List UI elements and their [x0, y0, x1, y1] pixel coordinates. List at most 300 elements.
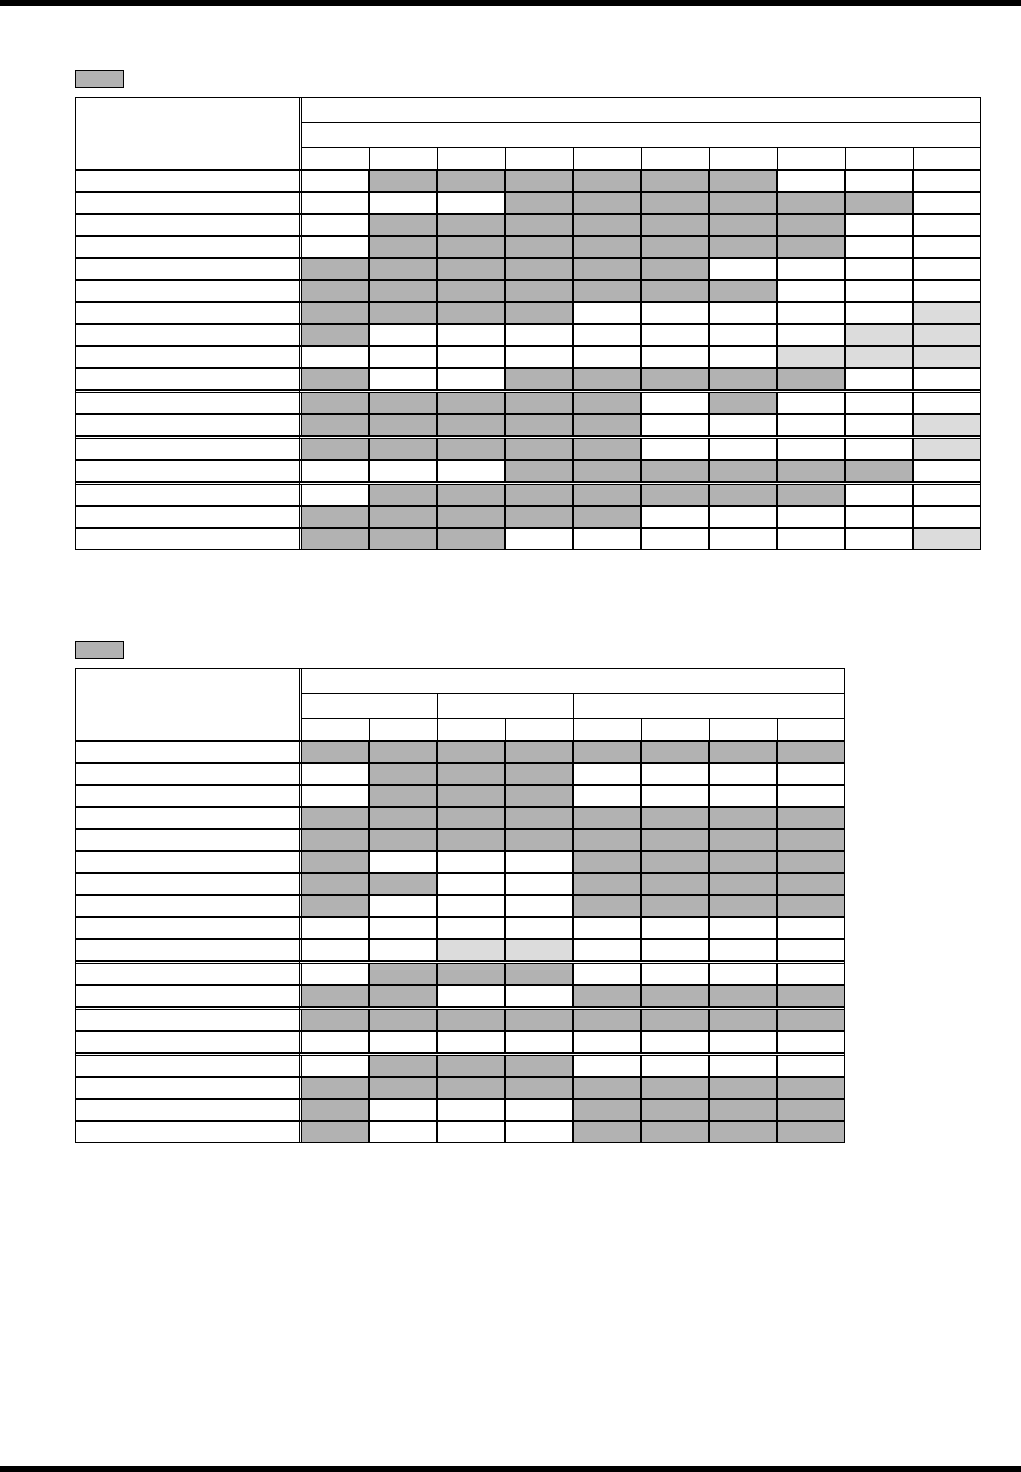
- table-cell: [506, 1100, 573, 1121]
- table-cell: [302, 369, 369, 390]
- table-cell: [302, 1010, 369, 1031]
- table-cell: [302, 461, 369, 482]
- row-label-cell: [76, 439, 302, 460]
- table-cell: [302, 325, 369, 346]
- table-cell: [642, 237, 709, 258]
- table-cell: [778, 529, 845, 550]
- row-label-cell: [76, 507, 302, 528]
- table-cell: [438, 786, 505, 807]
- table-cell: [506, 171, 573, 192]
- table-cell: [846, 237, 913, 258]
- table-cell: [370, 485, 437, 506]
- table-cell: [506, 786, 573, 807]
- table-cell: [302, 1122, 369, 1143]
- row-label-cell: [76, 393, 302, 414]
- table-cell: [506, 852, 573, 873]
- table-cell: [710, 940, 777, 961]
- table-cell: [574, 415, 641, 436]
- table-cell: [370, 507, 437, 528]
- table-cell: [574, 808, 641, 829]
- table-cell: [914, 393, 981, 414]
- table-cell: [370, 281, 437, 302]
- table-cell: [710, 742, 777, 763]
- table-cell: [710, 964, 777, 985]
- table-cell: [642, 830, 709, 851]
- top-rule: [0, 0, 1021, 6]
- table-cell: [914, 281, 981, 302]
- row-label-cell: [76, 303, 302, 324]
- table-cell: [438, 171, 505, 192]
- row-label-cell: [76, 1100, 302, 1121]
- table-cell: [438, 237, 505, 258]
- table-cell: [302, 507, 369, 528]
- table-cell: [506, 369, 573, 390]
- table-cell: [574, 1032, 641, 1053]
- table-cell: [778, 193, 845, 214]
- table-cell: [574, 215, 641, 236]
- table-cell: [506, 461, 573, 482]
- table-cell: [370, 964, 437, 985]
- table-cell: [642, 1122, 709, 1143]
- row-label-cell: [76, 215, 302, 236]
- table-cell: [846, 461, 913, 482]
- table-cell: [846, 415, 913, 436]
- table-cell: [574, 1078, 641, 1099]
- table-cell: [710, 1010, 777, 1031]
- table-cell: [846, 347, 913, 368]
- row-label-cell: [76, 808, 302, 829]
- table-cell: [914, 215, 981, 236]
- table-cell: [302, 215, 369, 236]
- table-cell: [506, 830, 573, 851]
- table-cell: [506, 259, 573, 280]
- row-label-cell: [76, 1032, 302, 1053]
- row-label-cell: [76, 485, 302, 506]
- table-cell: [778, 764, 845, 785]
- table-cell: [506, 764, 573, 785]
- table-cell: [710, 1032, 777, 1053]
- table-cell: [846, 485, 913, 506]
- table-cell: [642, 393, 709, 414]
- table-cell: [506, 281, 573, 302]
- table-cell: [710, 193, 777, 214]
- table-cell: [302, 259, 369, 280]
- table-cell: [778, 347, 845, 368]
- table-cell: [914, 259, 981, 280]
- table-cell: [438, 507, 505, 528]
- table-cell: [778, 808, 845, 829]
- table-cell: [778, 1100, 845, 1121]
- table-cell: [642, 303, 709, 324]
- table-cell: [370, 918, 437, 939]
- table-cell: [914, 369, 981, 390]
- table-cell: [302, 1056, 369, 1077]
- table-cell: [710, 786, 777, 807]
- table-cell: [710, 529, 777, 550]
- table-cell: [914, 325, 981, 346]
- table-cell: [642, 1100, 709, 1121]
- header-label-cell: [76, 98, 302, 170]
- table-cell: [778, 485, 845, 506]
- table-cell: [574, 1056, 641, 1077]
- row-label-cell: [76, 986, 302, 1007]
- table-cell: [642, 808, 709, 829]
- row-label-cell: [76, 347, 302, 368]
- table-cell: [778, 259, 845, 280]
- table-cell: [778, 742, 845, 763]
- table-cell: [574, 393, 641, 414]
- table-cell: [642, 529, 709, 550]
- table-cell: [302, 986, 369, 1007]
- table-cell: [778, 786, 845, 807]
- table-cell: [438, 1100, 505, 1121]
- table-cell: [370, 1010, 437, 1031]
- table-cell: [778, 986, 845, 1007]
- table-cell: [642, 918, 709, 939]
- table-cell: [778, 325, 845, 346]
- table-cell: [710, 393, 777, 414]
- table-cell: [574, 303, 641, 324]
- table-cell: [778, 281, 845, 302]
- table-cell: [642, 347, 709, 368]
- table-cell: [302, 1100, 369, 1121]
- row-label-cell: [76, 786, 302, 807]
- table-cell: [302, 439, 369, 460]
- table-cell: [506, 237, 573, 258]
- table-cell: [302, 237, 369, 258]
- table-cell: [574, 237, 641, 258]
- table-cell: [914, 485, 981, 506]
- table-cell: [506, 874, 573, 895]
- table-cell: [302, 415, 369, 436]
- table-cell: [710, 237, 777, 258]
- table-cell: [710, 896, 777, 917]
- table-cell: [574, 786, 641, 807]
- table-cell: [914, 193, 981, 214]
- table-cell: [710, 1078, 777, 1099]
- table-cell: [914, 171, 981, 192]
- table-cell: [506, 986, 573, 1007]
- table-cell: [370, 325, 437, 346]
- table-cell: [642, 415, 709, 436]
- table-cell: [438, 1078, 505, 1099]
- table-cell: [710, 439, 777, 460]
- row-label-cell: [76, 742, 302, 763]
- table-cell: [778, 940, 845, 961]
- table-cell: [778, 830, 845, 851]
- table-cell: [506, 415, 573, 436]
- table-cell: [438, 485, 505, 506]
- table-cell: [438, 259, 505, 280]
- table-cell: [710, 215, 777, 236]
- table-cell: [642, 986, 709, 1007]
- table-cell: [370, 986, 437, 1007]
- table-cell: [574, 347, 641, 368]
- table-cell: [574, 529, 641, 550]
- table-cell: [710, 171, 777, 192]
- table-cell: [302, 874, 369, 895]
- section-tag-2: [75, 641, 124, 659]
- table-cell: [574, 1010, 641, 1031]
- table-cell: [506, 529, 573, 550]
- table-cell: [778, 874, 845, 895]
- table-cell: [846, 393, 913, 414]
- row-label-cell: [76, 529, 302, 550]
- table-cell: [302, 742, 369, 763]
- table-cell: [778, 852, 845, 873]
- table-cell: [438, 193, 505, 214]
- table-cell: [370, 415, 437, 436]
- table-cell: [710, 1122, 777, 1143]
- table-cell: [302, 485, 369, 506]
- table-cell: [574, 830, 641, 851]
- table-cell: [778, 303, 845, 324]
- table-cell: [370, 830, 437, 851]
- table-cell: [914, 529, 981, 550]
- table-cell: [778, 1032, 845, 1053]
- table-cell: [302, 171, 369, 192]
- table-cell: [778, 896, 845, 917]
- table-cell: [302, 786, 369, 807]
- row-label-cell: [76, 964, 302, 985]
- table-cell: [710, 808, 777, 829]
- row-label-cell: [76, 193, 302, 214]
- row-label-cell: [76, 896, 302, 917]
- section-tag-1: [75, 70, 124, 88]
- table-cell: [438, 940, 505, 961]
- table-cell: [778, 439, 845, 460]
- table-cell: [574, 764, 641, 785]
- table-cell: [710, 986, 777, 1007]
- table-cell: [438, 439, 505, 460]
- table-cell: [506, 940, 573, 961]
- table-cell: [574, 259, 641, 280]
- table-cell: [846, 171, 913, 192]
- table-cell: [710, 415, 777, 436]
- table-cell: [574, 369, 641, 390]
- row-label-cell: [76, 1056, 302, 1077]
- table-cell: [574, 171, 641, 192]
- table-cell: [370, 764, 437, 785]
- table-cell: [710, 852, 777, 873]
- table-cell: [778, 393, 845, 414]
- table-cell: [642, 1010, 709, 1031]
- row-label-cell: [76, 764, 302, 785]
- table-cell: [370, 1078, 437, 1099]
- table-cell: [642, 461, 709, 482]
- table-cell: [506, 1078, 573, 1099]
- table-cell: [438, 1122, 505, 1143]
- compatibility-table-2: [75, 668, 848, 1160]
- table-cell: [370, 529, 437, 550]
- table-cell: [574, 896, 641, 917]
- table-cell: [370, 896, 437, 917]
- table-cell: [642, 764, 709, 785]
- table-cell: [642, 742, 709, 763]
- table-cell: [710, 874, 777, 895]
- table-cell: [302, 830, 369, 851]
- table-cell: [302, 303, 369, 324]
- table-cell: [370, 1100, 437, 1121]
- row-label-cell: [76, 461, 302, 482]
- table-cell: [574, 940, 641, 961]
- table-cell: [370, 393, 437, 414]
- table-cell: [710, 281, 777, 302]
- table-cell: [710, 259, 777, 280]
- table-cell: [574, 439, 641, 460]
- row-label-cell: [76, 1010, 302, 1031]
- table-cell: [506, 964, 573, 985]
- table-cell: [914, 303, 981, 324]
- table-cell: [642, 1032, 709, 1053]
- table-cell: [370, 259, 437, 280]
- row-label-cell: [76, 874, 302, 895]
- table-cell: [506, 393, 573, 414]
- table-cell: [778, 171, 845, 192]
- compatibility-table-1: [75, 97, 984, 591]
- table-cell: [302, 808, 369, 829]
- table-cell: [778, 369, 845, 390]
- table-cell: [778, 1122, 845, 1143]
- row-label-cell: [76, 918, 302, 939]
- table-cell: [370, 215, 437, 236]
- table-cell: [846, 369, 913, 390]
- table-cell: [506, 742, 573, 763]
- table-cell: [370, 1032, 437, 1053]
- table-cell: [574, 1100, 641, 1121]
- table-cell: [438, 369, 505, 390]
- table-cell: [506, 1122, 573, 1143]
- table-cell: [710, 347, 777, 368]
- table-cell: [914, 347, 981, 368]
- table-cell: [370, 369, 437, 390]
- table-cell: [574, 281, 641, 302]
- table-cell: [642, 259, 709, 280]
- table-cell: [438, 918, 505, 939]
- table-cell: [302, 529, 369, 550]
- table-cell: [438, 415, 505, 436]
- row-label-cell: [76, 281, 302, 302]
- table-cell: [370, 461, 437, 482]
- table-cell: [438, 874, 505, 895]
- table-cell: [642, 369, 709, 390]
- table-cell: [642, 786, 709, 807]
- table-cell: [370, 808, 437, 829]
- table-cell: [642, 281, 709, 302]
- table-cell: [778, 1010, 845, 1031]
- table-cell: [778, 415, 845, 436]
- table-cell: [846, 325, 913, 346]
- table-cell: [438, 986, 505, 1007]
- table-cell: [642, 193, 709, 214]
- table-cell: [302, 1032, 369, 1053]
- row-label-cell: [76, 325, 302, 346]
- table-cell: [846, 259, 913, 280]
- row-label-cell: [76, 369, 302, 390]
- table-cell: [438, 1032, 505, 1053]
- table-cell: [642, 896, 709, 917]
- table-cell: [438, 1010, 505, 1031]
- row-label-cell: [76, 237, 302, 258]
- table-cell: [438, 461, 505, 482]
- row-label-cell: [76, 259, 302, 280]
- table-cell: [574, 1122, 641, 1143]
- table-cell: [302, 764, 369, 785]
- table-cell: [574, 918, 641, 939]
- table-cell: [370, 874, 437, 895]
- table-cell: [710, 325, 777, 346]
- table-cell: [846, 215, 913, 236]
- table-cell: [642, 940, 709, 961]
- row-label-cell: [76, 415, 302, 436]
- table-cell: [642, 439, 709, 460]
- table-cell: [642, 874, 709, 895]
- table-cell: [370, 237, 437, 258]
- header-label-cell: [76, 669, 302, 741]
- table-cell: [710, 918, 777, 939]
- row-label-cell: [76, 940, 302, 961]
- table-cell: [506, 896, 573, 917]
- table-cell: [302, 896, 369, 917]
- table-cell: [642, 485, 709, 506]
- table-cell: [438, 303, 505, 324]
- table-cell: [642, 1056, 709, 1077]
- table-cell: [642, 964, 709, 985]
- table-cell: [778, 237, 845, 258]
- table-cell: [302, 281, 369, 302]
- table-cell: [302, 347, 369, 368]
- table-cell: [370, 439, 437, 460]
- table-cell: [710, 830, 777, 851]
- table-cell: [710, 485, 777, 506]
- table-cell: [302, 193, 369, 214]
- table-cell: [506, 347, 573, 368]
- table-cell: [846, 439, 913, 460]
- row-label-cell: [76, 171, 302, 192]
- table-cell: [438, 964, 505, 985]
- table-cell: [438, 393, 505, 414]
- table-cell: [710, 369, 777, 390]
- table-cell: [642, 852, 709, 873]
- table-cell: [846, 529, 913, 550]
- table-cell: [302, 964, 369, 985]
- table-cell: [302, 852, 369, 873]
- table-cell: [506, 1032, 573, 1053]
- table-cell: [370, 1056, 437, 1077]
- table-cell: [574, 325, 641, 346]
- table-cell: [438, 896, 505, 917]
- table-cell: [506, 918, 573, 939]
- table-cell: [574, 461, 641, 482]
- table-cell: [574, 986, 641, 1007]
- table-cell: [438, 281, 505, 302]
- table-cell: [506, 303, 573, 324]
- table-cell: [370, 742, 437, 763]
- table-cell: [370, 193, 437, 214]
- row-label-cell: [76, 852, 302, 873]
- table-cell: [574, 852, 641, 873]
- table-cell: [778, 461, 845, 482]
- table-cell: [710, 507, 777, 528]
- table-cell: [914, 415, 981, 436]
- table-cell: [438, 325, 505, 346]
- table-cell: [506, 507, 573, 528]
- row-label-cell: [76, 1078, 302, 1099]
- table-cell: [438, 808, 505, 829]
- table-cell: [710, 1100, 777, 1121]
- table-cell: [914, 507, 981, 528]
- table-cell: [574, 507, 641, 528]
